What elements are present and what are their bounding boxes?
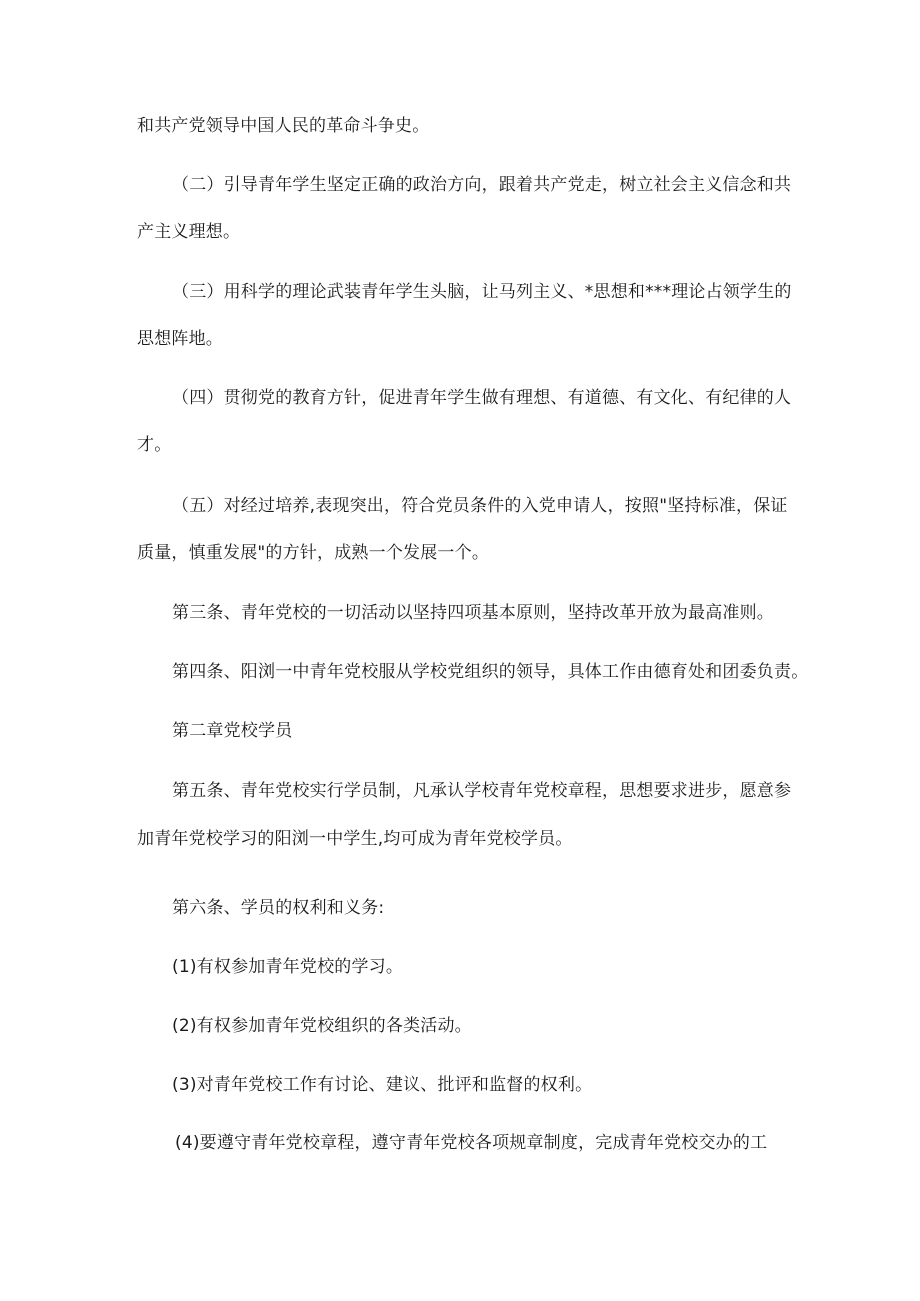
list-item: (1)有权参加青年党校的学习。 [172,957,404,977]
text-line: （五）对经过培养,表现突出，符合党员条件的入党申请人，按照"坚持标准，保证 [172,496,788,516]
text-line: 第四条、阳浏一中青年党校服从学校党组织的领导，具体工作由德育处和团委负责。 [172,662,809,682]
text-line: 第三条、青年党校的一切活动以坚持四项基本原则，坚持改革开放为最高准则。 [172,603,774,623]
text-line: 质量，慎重发展"的方针，成熟一个发展一个。 [137,543,490,563]
list-item: (4)要遵守青年党校章程，遵守青年党校各项规章制度，完成青年党校交办的工 [175,1133,768,1153]
text-line: （三）用科学的理论武装青年学生头脑，让马列主义、*思想和***理论占领学生的 [172,282,792,302]
text-line: （四）贯彻党的教育方针，促进青年学生做有理想、有道德、有文化、有纪律的人 [172,388,792,408]
text-line: 思想阵地。 [137,329,223,349]
text-line: 和共产党领导中国人民的革命斗争史。 [137,116,430,136]
text-line: 才。 [137,435,172,455]
text-line: 产主义理想。 [137,222,241,242]
text-line: 第六条、学员的权利和义务: [172,898,385,918]
list-item: (2)有权参加青年党校组织的各类活动。 [172,1016,472,1036]
list-item: (3)对青年党校工作有讨论、建议、批评和监督的权利。 [172,1075,593,1095]
text-line: 第五条、青年党校实行学员制，凡承认学校青年党校章程，思想要求进步，愿意参 [172,781,792,801]
section-heading: 第二章党校学员 [172,721,293,741]
text-line: 加青年党校学习的阳浏一中学生,均可成为青年党校学员。 [137,829,573,849]
text-line: （二）引导青年学生坚定正确的政治方向，跟着共产党走，树立社会主义信念和共 [172,175,792,195]
